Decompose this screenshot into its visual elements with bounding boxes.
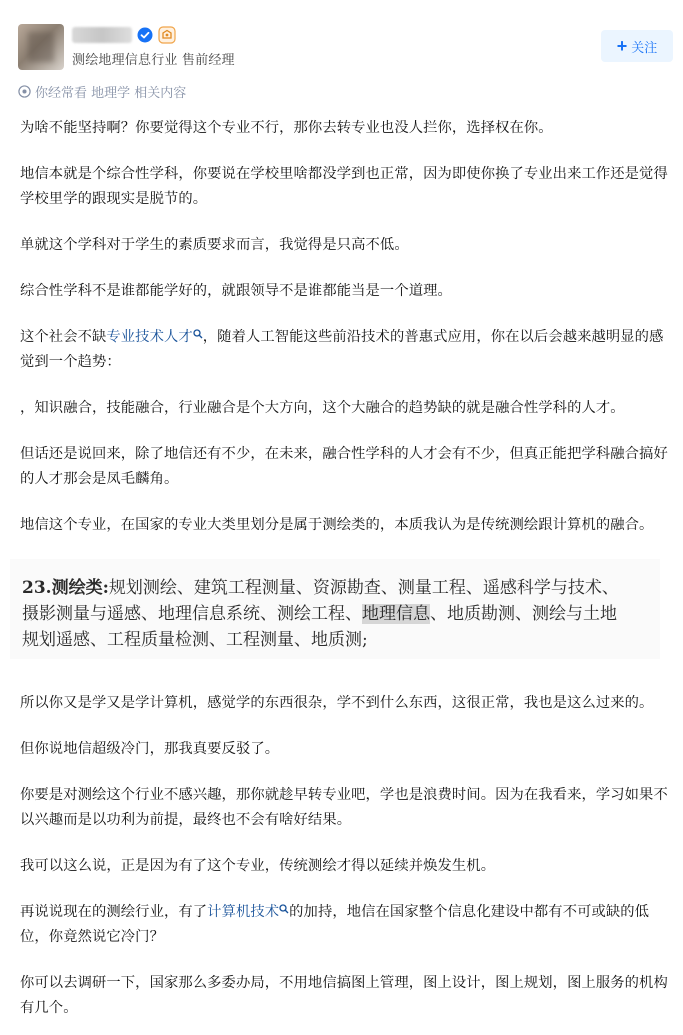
paragraph (20, 900, 670, 950)
keyword-link[interactable] (207, 904, 289, 920)
figure-line: 规划遥感、工程质量检测、工程测量、地质测; (22, 630, 368, 650)
paragraph: 单就这个学科对于学生的素质要求而言，我觉得是只高不低。 (20, 237, 409, 253)
paragraph: 你可以去调研一下，国家那么多委办局，不用地信搞图上管理，图上设计，图上规划，图上服务的机构有几个。 (20, 975, 668, 1016)
paragraph-text: 的加持，地信在国家整个信息化建设中都有不可或缺的低位，你竟然说它冷门？ (20, 904, 650, 945)
search-icon (193, 329, 203, 339)
paragraph: 但你说地信超级冷门，那我真要反驳了。 (20, 741, 280, 757)
figure-highlight: 地理信息 (362, 604, 430, 624)
author-header (0, 0, 683, 80)
paragraph: 地信本就是个综合性学科，你要说在学校里啥都没学到也正常，因为即使你换了专业出来工作还是觉得学校里学的跟现实是脱节的。 (20, 166, 668, 207)
avatar[interactable] (18, 24, 64, 70)
paragraph: 我可以这么说，正是因为有了这个专业，传统测绘才得以延续并焕发生机。 (20, 858, 496, 874)
paragraph: 你要是对测绘这个行业不感兴趣，那你就趁早转专业吧，学也是浪费时间。因为在我看来，学习如果不以兴趣而是以功利为前提，最终也不会有啥好结果。 (20, 787, 668, 828)
paragraph-text: ，随着人工智能这些前沿技术的普惠式应用，你在以后会越来越明显的感觉到一个趋势： (20, 329, 664, 370)
paragraph-text: 再说说现在的测绘行业，有了 (20, 904, 208, 920)
content-image[interactable] (10, 559, 660, 659)
paragraph: ，知识融合，技能融合，行业融合是个大方向，这个大融合的趋势缺的就是融合性学科的人才。 (20, 400, 625, 416)
author-bio: 测绘地理信息行业 售前经理 (72, 53, 235, 68)
author-name-blurred[interactable] (72, 27, 132, 43)
search-icon (279, 904, 289, 914)
keyword-link-text: 计算机技术 (207, 904, 280, 920)
paragraph: 为啥不能坚持啊？你要觉得这个专业不行，那你去转专业也没人拦你，选择权在你。 (20, 120, 553, 136)
figure-text: 规划测绘、建筑工程测量、资源勘查、测量工程、遥感科学与技术、 (108, 578, 619, 598)
figure-line (22, 601, 660, 627)
follow-label: 关注 (631, 39, 658, 55)
verified-icon (137, 27, 153, 43)
keyword-link-text: 专业技术人才 (106, 329, 193, 345)
badge-icon (158, 26, 176, 44)
paragraph: 地信这个专业，在国家的专业大类里划分是属于测绘类的，本质我认为是传统测绘跟计算机的融合。 (20, 517, 654, 533)
figure-text: 、地质勘测、测绘与土地 (430, 604, 617, 624)
figure-title: 23.测绘类: (22, 578, 109, 598)
eye-icon (18, 85, 31, 98)
figure-line (22, 575, 660, 601)
figure-text: 摄影测量与遥感、地理信息系统、测绘工程、 (22, 604, 362, 624)
keyword-link[interactable] (106, 329, 202, 345)
paragraph: 综合性学科不是谁都能学好的，就跟领导不是谁都能当是一个道理。 (20, 283, 452, 299)
paragraph (20, 325, 670, 375)
paragraph: 但话还是说回来，除了地信还有不少，在未来，融合性学科的人才会有不少，但真正能把学科融合搞好的人才那会是凤毛麟角。 (20, 446, 668, 487)
recommendation-tip[interactable] (18, 82, 186, 101)
tip-text: 你经常看 地理学 相关内容 (35, 86, 187, 101)
paragraph-text: 这个社会不缺 (20, 329, 107, 345)
follow-button[interactable] (601, 30, 673, 62)
answer-content (20, 116, 670, 1035)
paragraph: 所以你又是学又是学计算机，感觉学的东西很杂，学不到什么东西，这很正常，我也是这么过来的。 (20, 695, 654, 711)
plus-icon: + (616, 36, 628, 56)
